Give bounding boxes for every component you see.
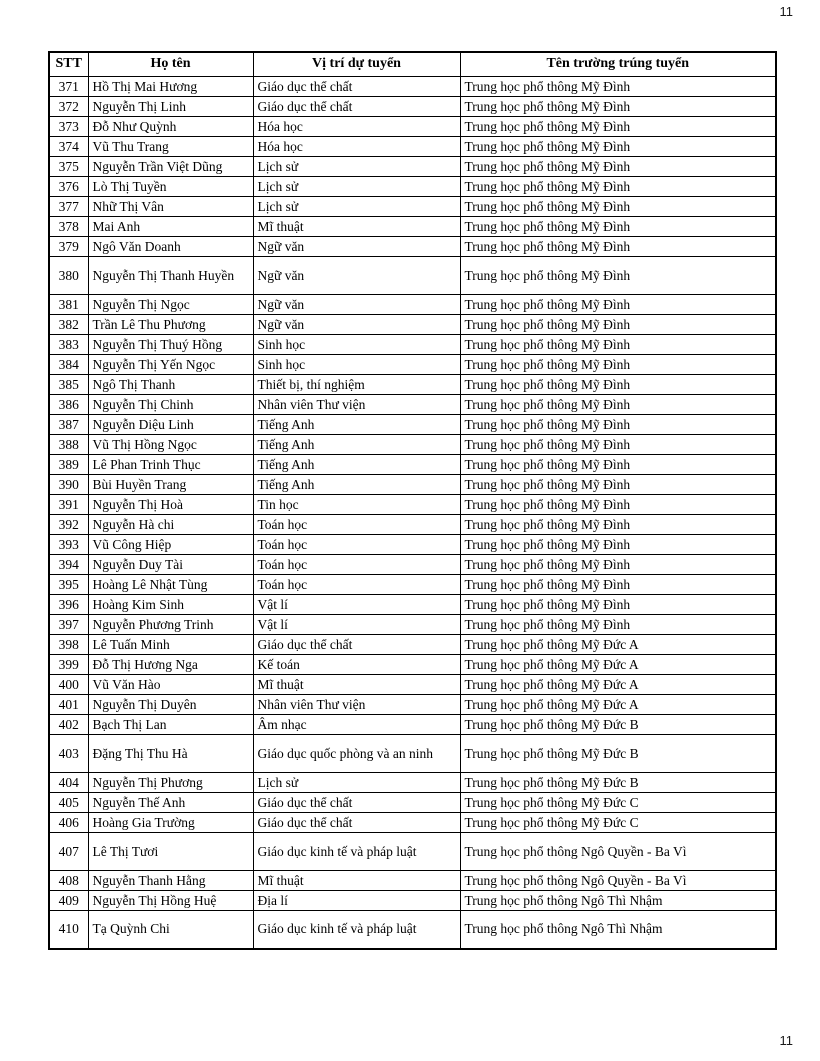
cell-position: Giáo dục thể chất <box>253 97 460 117</box>
table-row <box>49 157 776 177</box>
cell-stt: 389 <box>49 455 88 475</box>
cell-stt: 387 <box>49 415 88 435</box>
cell-stt: 402 <box>49 715 88 735</box>
cell-position: Hóa học <box>253 117 460 137</box>
cell-name: Nguyễn Thị Thuý Hồng <box>88 335 253 355</box>
cell-position: Giáo dục kinh tế và pháp luật <box>253 833 460 871</box>
cell-position: Lịch sử <box>253 197 460 217</box>
cell-name: Hồ Thị Mai Hương <box>88 77 253 97</box>
cell-stt: 380 <box>49 257 88 295</box>
table-row <box>49 735 776 773</box>
table-row <box>49 395 776 415</box>
cell-name: Hoàng Lê Nhật Tùng <box>88 575 253 595</box>
table-row <box>49 575 776 595</box>
header-school: Tên trường trúng tuyển <box>460 52 776 77</box>
cell-position: Giáo dục thể chất <box>253 793 460 813</box>
table-row <box>49 655 776 675</box>
cell-name: Đặng Thị Thu Hà <box>88 735 253 773</box>
cell-name: Vũ Công Hiệp <box>88 535 253 555</box>
cell-stt: 396 <box>49 595 88 615</box>
cell-name: Vũ Thu Trang <box>88 137 253 157</box>
cell-position: Toán học <box>253 515 460 535</box>
cell-name: Lò Thị Tuyền <box>88 177 253 197</box>
cell-stt: 378 <box>49 217 88 237</box>
cell-position: Giáo dục thể chất <box>253 635 460 655</box>
cell-name: Nhữ Thị Vân <box>88 197 253 217</box>
cell-position: Toán học <box>253 535 460 555</box>
cell-school: Trung học phổ thông Mỹ Đình <box>460 435 776 455</box>
cell-position: Tin học <box>253 495 460 515</box>
cell-stt: 384 <box>49 355 88 375</box>
cell-stt: 386 <box>49 395 88 415</box>
table-row <box>49 773 776 793</box>
cell-school: Trung học phổ thông Mỹ Đình <box>460 455 776 475</box>
table-row <box>49 257 776 295</box>
header-position: Vị trí dự tuyển <box>253 52 460 77</box>
cell-position: Ngữ văn <box>253 237 460 257</box>
cell-school: Trung học phổ thông Ngô Quyền - Ba Vì <box>460 833 776 871</box>
table-row <box>49 535 776 555</box>
cell-stt: 371 <box>49 77 88 97</box>
cell-school: Trung học phổ thông Mỹ Đình <box>460 495 776 515</box>
cell-stt: 376 <box>49 177 88 197</box>
cell-school: Trung học phổ thông Mỹ Đức A <box>460 635 776 655</box>
cell-stt: 383 <box>49 335 88 355</box>
cell-stt: 394 <box>49 555 88 575</box>
table-row <box>49 435 776 455</box>
cell-school: Trung học phổ thông Ngô Quyền - Ba Vì <box>460 871 776 891</box>
table-row <box>49 355 776 375</box>
cell-stt: 374 <box>49 137 88 157</box>
table-row <box>49 595 776 615</box>
cell-name: Nguyễn Thị Duyên <box>88 695 253 715</box>
cell-position: Thiết bị, thí nghiệm <box>253 375 460 395</box>
cell-stt: 395 <box>49 575 88 595</box>
cell-stt: 406 <box>49 813 88 833</box>
cell-school: Trung học phổ thông Mỹ Đình <box>460 375 776 395</box>
cell-stt: 398 <box>49 635 88 655</box>
cell-position: Lịch sử <box>253 177 460 197</box>
cell-position: Mĩ thuật <box>253 217 460 237</box>
table-row <box>49 813 776 833</box>
cell-name: Tạ Quỳnh Chi <box>88 911 253 949</box>
cell-stt: 399 <box>49 655 88 675</box>
cell-stt: 392 <box>49 515 88 535</box>
cell-stt: 375 <box>49 157 88 177</box>
table-row <box>49 793 776 813</box>
cell-school: Trung học phổ thông Mỹ Đình <box>460 237 776 257</box>
cell-stt: 407 <box>49 833 88 871</box>
cell-position: Nhân viên Thư viện <box>253 695 460 715</box>
table-row <box>49 911 776 949</box>
cell-school: Trung học phổ thông Mỹ Đình <box>460 535 776 555</box>
cell-school: Trung học phổ thông Mỹ Đình <box>460 315 776 335</box>
cell-position: Toán học <box>253 555 460 575</box>
cell-position: Mĩ thuật <box>253 871 460 891</box>
cell-position: Toán học <box>253 575 460 595</box>
cell-position: Ngữ văn <box>253 295 460 315</box>
table-row <box>49 833 776 871</box>
cell-school: Trung học phổ thông Ngô Thì Nhậm <box>460 891 776 911</box>
cell-position: Âm nhạc <box>253 715 460 735</box>
cell-school: Trung học phổ thông Mỹ Đình <box>460 77 776 97</box>
table-row <box>49 715 776 735</box>
cell-position: Mĩ thuật <box>253 675 460 695</box>
cell-school: Trung học phổ thông Ngô Thì Nhậm <box>460 911 776 949</box>
cell-school: Trung học phổ thông Mỹ Đình <box>460 335 776 355</box>
cell-position: Lịch sử <box>253 773 460 793</box>
cell-stt: 379 <box>49 237 88 257</box>
cell-school: Trung học phổ thông Mỹ Đình <box>460 177 776 197</box>
cell-name: Lê Phan Trinh Thục <box>88 455 253 475</box>
table-row <box>49 117 776 137</box>
cell-position: Giáo dục kinh tế và pháp luật <box>253 911 460 949</box>
cell-position: Kế toán <box>253 655 460 675</box>
cell-name: Nguyễn Thị Yến Ngọc <box>88 355 253 375</box>
cell-position: Sinh học <box>253 355 460 375</box>
cell-school: Trung học phổ thông Mỹ Đình <box>460 355 776 375</box>
table-row <box>49 237 776 257</box>
cell-stt: 381 <box>49 295 88 315</box>
cell-stt: 397 <box>49 615 88 635</box>
cell-name: Đỗ Như Quỳnh <box>88 117 253 137</box>
cell-school: Trung học phổ thông Mỹ Đình <box>460 157 776 177</box>
cell-position: Tiếng Anh <box>253 475 460 495</box>
cell-name: Vũ Văn Hào <box>88 675 253 695</box>
table-row <box>49 495 776 515</box>
table-row <box>49 217 776 237</box>
page-number-bottom: 11 <box>779 1033 793 1048</box>
cell-stt: 403 <box>49 735 88 773</box>
cell-position: Tiếng Anh <box>253 435 460 455</box>
cell-name: Nguyễn Phương Trinh <box>88 615 253 635</box>
cell-name: Ngô Thị Thanh <box>88 375 253 395</box>
cell-stt: 372 <box>49 97 88 117</box>
cell-stt: 390 <box>49 475 88 495</box>
table-row <box>49 335 776 355</box>
cell-stt: 404 <box>49 773 88 793</box>
cell-name: Đỗ Thị Hương Nga <box>88 655 253 675</box>
cell-school: Trung học phổ thông Mỹ Đức A <box>460 695 776 715</box>
cell-school: Trung học phổ thông Mỹ Đức C <box>460 813 776 833</box>
cell-name: Nguyễn Duy Tài <box>88 555 253 575</box>
table-header-row <box>49 52 776 77</box>
cell-school: Trung học phổ thông Mỹ Đình <box>460 415 776 435</box>
table-row <box>49 891 776 911</box>
cell-position: Ngữ văn <box>253 315 460 335</box>
cell-name: Nguyễn Thị Hồng Huệ <box>88 891 253 911</box>
table-row <box>49 375 776 395</box>
table-row <box>49 615 776 635</box>
table-row <box>49 295 776 315</box>
cell-school: Trung học phổ thông Mỹ Đức A <box>460 675 776 695</box>
cell-position: Giáo dục thể chất <box>253 77 460 97</box>
table-row <box>49 177 776 197</box>
cell-school: Trung học phổ thông Mỹ Đình <box>460 117 776 137</box>
cell-school: Trung học phổ thông Mỹ Đình <box>460 257 776 295</box>
cell-stt: 400 <box>49 675 88 695</box>
table-row <box>49 97 776 117</box>
cell-name: Lê Tuấn Minh <box>88 635 253 655</box>
cell-name: Nguyễn Thế Anh <box>88 793 253 813</box>
cell-stt: 409 <box>49 891 88 911</box>
cell-stt: 377 <box>49 197 88 217</box>
table-row <box>49 515 776 535</box>
cell-stt: 373 <box>49 117 88 137</box>
cell-position: Hóa học <box>253 137 460 157</box>
cell-school: Trung học phổ thông Mỹ Đình <box>460 515 776 535</box>
cell-name: Hoàng Kim Sinh <box>88 595 253 615</box>
cell-stt: 385 <box>49 375 88 395</box>
cell-name: Nguyễn Thị Ngọc <box>88 295 253 315</box>
cell-stt: 391 <box>49 495 88 515</box>
cell-name: Hoàng Gia Trường <box>88 813 253 833</box>
cell-stt: 401 <box>49 695 88 715</box>
cell-position: Ngữ văn <box>253 257 460 295</box>
table-row <box>49 137 776 157</box>
cell-position: Nhân viên Thư viện <box>253 395 460 415</box>
table-row <box>49 415 776 435</box>
cell-name: Nguyễn Thanh Hằng <box>88 871 253 891</box>
cell-school: Trung học phổ thông Mỹ Đức A <box>460 655 776 675</box>
cell-name: Vũ Thị Hồng Ngọc <box>88 435 253 455</box>
cell-school: Trung học phổ thông Mỹ Đình <box>460 197 776 217</box>
table-row <box>49 675 776 695</box>
header-stt: STT <box>49 52 88 77</box>
cell-position: Tiếng Anh <box>253 455 460 475</box>
cell-school: Trung học phổ thông Mỹ Đức C <box>460 793 776 813</box>
cell-school: Trung học phổ thông Mỹ Đình <box>460 97 776 117</box>
cell-school: Trung học phổ thông Mỹ Đức B <box>460 735 776 773</box>
cell-stt: 405 <box>49 793 88 813</box>
cell-school: Trung học phổ thông Mỹ Đình <box>460 295 776 315</box>
cell-school: Trung học phổ thông Mỹ Đình <box>460 615 776 635</box>
cell-school: Trung học phổ thông Mỹ Đình <box>460 475 776 495</box>
cell-position: Tiếng Anh <box>253 415 460 435</box>
table-row <box>49 695 776 715</box>
cell-position: Vật lí <box>253 595 460 615</box>
table-row <box>49 197 776 217</box>
page-number-top: 11 <box>779 4 793 19</box>
cell-name: Mai Anh <box>88 217 253 237</box>
cell-name: Nguyễn Hà chi <box>88 515 253 535</box>
header-name: Họ tên <box>88 52 253 77</box>
cell-school: Trung học phổ thông Mỹ Đình <box>460 217 776 237</box>
cell-name: Nguyễn Thị Linh <box>88 97 253 117</box>
cell-stt: 393 <box>49 535 88 555</box>
admission-results-table <box>48 51 777 950</box>
cell-position: Sinh học <box>253 335 460 355</box>
table-row <box>49 635 776 655</box>
cell-stt: 408 <box>49 871 88 891</box>
table-row <box>49 475 776 495</box>
cell-name: Nguyễn Trần Việt Dũng <box>88 157 253 177</box>
cell-position: Địa lí <box>253 891 460 911</box>
cell-name: Bùi Huyền Trang <box>88 475 253 495</box>
cell-position: Lịch sử <box>253 157 460 177</box>
cell-name: Trần Lê Thu Phương <box>88 315 253 335</box>
cell-stt: 410 <box>49 911 88 949</box>
cell-name: Nguyễn Thị Thanh Huyền <box>88 257 253 295</box>
cell-school: Trung học phổ thông Mỹ Đình <box>460 395 776 415</box>
table-row <box>49 77 776 97</box>
cell-name: Nguyễn Thị Phương <box>88 773 253 793</box>
cell-name: Lê Thị Tươi <box>88 833 253 871</box>
cell-name: Nguyễn Thị Hoà <box>88 495 253 515</box>
cell-position: Vật lí <box>253 615 460 635</box>
cell-name: Bạch Thị Lan <box>88 715 253 735</box>
table-row <box>49 315 776 335</box>
cell-school: Trung học phổ thông Mỹ Đức B <box>460 715 776 735</box>
cell-school: Trung học phổ thông Mỹ Đình <box>460 555 776 575</box>
table-row <box>49 871 776 891</box>
cell-position: Giáo dục thể chất <box>253 813 460 833</box>
table-row <box>49 455 776 475</box>
cell-name: Nguyễn Thị Chinh <box>88 395 253 415</box>
cell-stt: 388 <box>49 435 88 455</box>
cell-name: Nguyễn Diệu Linh <box>88 415 253 435</box>
cell-school: Trung học phổ thông Mỹ Đình <box>460 137 776 157</box>
cell-name: Ngô Văn Doanh <box>88 237 253 257</box>
table-row <box>49 555 776 575</box>
cell-school: Trung học phổ thông Mỹ Đức B <box>460 773 776 793</box>
cell-position: Giáo dục quốc phòng và an ninh <box>253 735 460 773</box>
cell-school: Trung học phổ thông Mỹ Đình <box>460 595 776 615</box>
cell-school: Trung học phổ thông Mỹ Đình <box>460 575 776 595</box>
cell-stt: 382 <box>49 315 88 335</box>
